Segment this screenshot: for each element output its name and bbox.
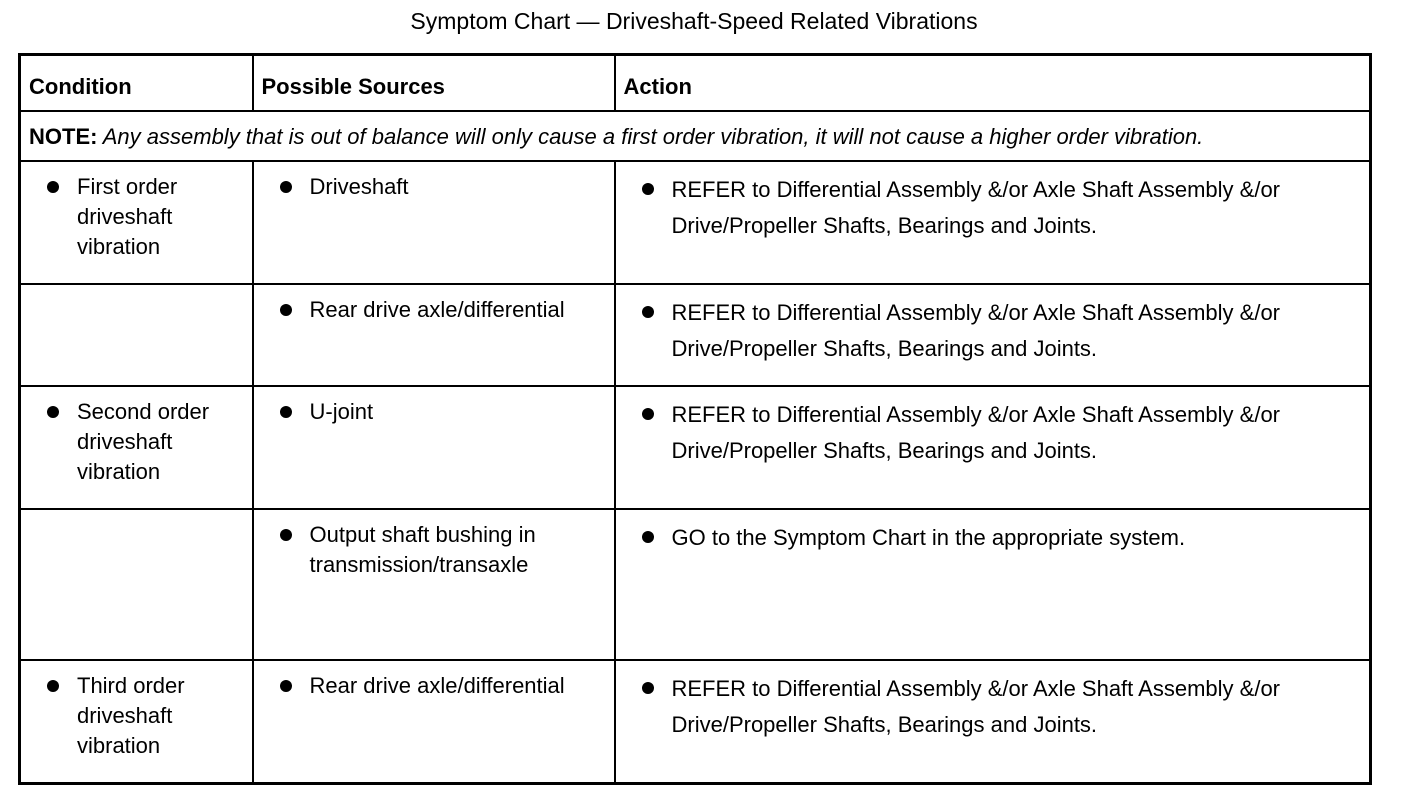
source-text: Driveshaft	[309, 174, 409, 199]
condition-text: Second order driveshaft vibration	[77, 399, 210, 484]
bullet-icon	[642, 682, 654, 694]
table-row	[20, 660, 1371, 784]
table-row	[20, 161, 1371, 284]
action-text-line1: REFER to Differential Assembly &/or Axle Shaft Assembly &/or	[671, 300, 1281, 325]
source-text: U-joint	[309, 399, 374, 424]
action-text-line1: GO to the Symptom Chart in the appropriate system.	[671, 525, 1186, 550]
condition-cell	[20, 161, 253, 284]
source-cell	[253, 284, 615, 386]
bullet-icon	[280, 304, 292, 316]
table-row	[20, 284, 1371, 386]
bullet-icon	[47, 680, 59, 692]
chart-title: Symptom Chart — Driveshaft-Speed Related Vibrations	[410, 8, 978, 34]
bullet-icon	[280, 529, 292, 541]
note-row	[20, 111, 1371, 161]
note-text: Any assembly that is out of balance will only cause a first order vibration, it will not cause a higher order vibration.	[97, 124, 1204, 149]
header-condition: Condition	[20, 55, 253, 112]
action-cell	[615, 660, 1371, 784]
action-cell	[615, 284, 1371, 386]
note-cell	[20, 111, 1371, 161]
bullet-icon	[47, 406, 59, 418]
condition-text: Third order driveshaft vibration	[77, 673, 185, 758]
action-text-line2: Drive/Propeller Shafts, Bearings and Joints.	[671, 712, 1098, 737]
bullet-icon	[47, 181, 59, 193]
condition-cell	[20, 386, 253, 509]
header-action: Action	[615, 55, 1371, 112]
source-text: Rear drive axle/differential	[309, 673, 565, 698]
source-cell	[253, 509, 615, 660]
action-text-line2: Drive/Propeller Shafts, Bearings and Joints.	[671, 213, 1098, 238]
action-text-line1: REFER to Differential Assembly &/or Axle Shaft Assembly &/or	[671, 676, 1281, 701]
action-text-line1: REFER to Differential Assembly &/or Axle Shaft Assembly &/or	[671, 402, 1281, 427]
source-text: Output shaft bushing in transmission/transaxle	[309, 522, 536, 577]
condition-cell	[20, 284, 253, 386]
bullet-icon	[280, 406, 292, 418]
source-cell	[253, 660, 615, 784]
condition-cell	[20, 509, 253, 660]
source-cell	[253, 386, 615, 509]
source-cell	[253, 161, 615, 284]
header-sources: Possible Sources	[253, 55, 615, 112]
header-row	[20, 55, 1371, 112]
bullet-icon	[280, 181, 292, 193]
action-text-line1: REFER to Differential Assembly &/or Axle Shaft Assembly &/or	[671, 177, 1281, 202]
table-row	[20, 509, 1371, 660]
bullet-icon	[280, 680, 292, 692]
bullet-icon	[642, 408, 654, 420]
note-label: NOTE:	[29, 124, 98, 149]
action-text-line2: Drive/Propeller Shafts, Bearings and Joints.	[671, 336, 1098, 361]
bullet-icon	[642, 531, 654, 543]
source-text: Rear drive axle/differential	[309, 297, 565, 322]
bullet-icon	[642, 183, 654, 195]
table-row	[20, 386, 1371, 509]
condition-text: First order driveshaft vibration	[77, 174, 178, 259]
action-cell	[615, 386, 1371, 509]
symptom-table	[18, 53, 1372, 785]
action-text-line2: Drive/Propeller Shafts, Bearings and Joints.	[671, 438, 1098, 463]
condition-cell	[20, 660, 253, 784]
action-cell	[615, 161, 1371, 284]
bullet-icon	[642, 306, 654, 318]
action-cell	[615, 509, 1371, 660]
